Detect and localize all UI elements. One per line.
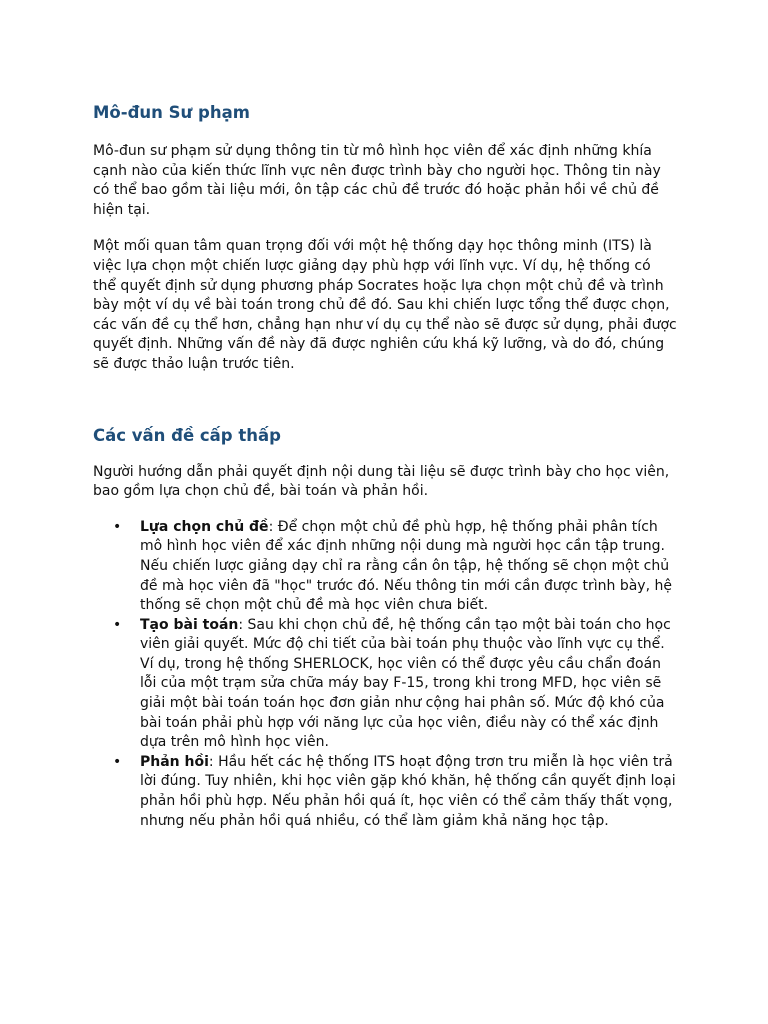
bullet-icon: •: [113, 753, 122, 770]
bullet-icon: •: [113, 518, 122, 535]
list-item-term: Phản hồi: [140, 753, 209, 770]
document-page: [93, 100, 678, 831]
list-item-text: : Hầu hết các hệ thống ITS hoạt động trơn tru miễn là học viên trả lời đúng. Tuy nhiên, khi học viên gặp khó khăn, hệ thống cần quyết định loại phản hồi phù hợp. Nếu phản hồi quá ít, học viên có thể cảm thấy thất vọng, nhưng nếu phản hồi quá nhiều, có thể làm giảm khả năng học tập.: [140, 753, 676, 829]
list-item: [93, 518, 678, 616]
bullet-icon: •: [113, 616, 122, 633]
section-heading-low-level-issues: Các vấn đề cấp thấp: [93, 425, 281, 445]
list-item-term: Tạo bài toán: [140, 616, 239, 633]
paragraph: Một mối quan tâm quan trọng đối với một hệ thống dạy học thông minh (ITS) là việc lựa chọn một chiến lược giảng dạy phù hợp với lĩnh vực. Ví dụ, hệ thống có thể quyết định sử dụng phương pháp Socrates hoặc lựa chọn một chủ đề và trình bày một ví dụ về bài toán trong chủ đề đó. Sau khi chiến lược tổng thể được chọn, các vấn đề cụ thể hơn, chẳng hạn như ví dụ cụ thể nào sẽ được sử dụng, phải được quyết định. Những vấn đề này đã được nghiên cứu khá kỹ lưỡng, và do đó, chúng sẽ được thảo luận trước tiên.: [93, 238, 677, 372]
paragraph: Người hướng dẫn phải quyết định nội dung tài liệu sẽ được trình bày cho học viên, bao gồm lựa chọn chủ đề, bài toán và phản hồi.: [93, 463, 670, 500]
list-item: [93, 753, 678, 831]
paragraph: Mô-đun sư phạm sử dụng thông tin từ mô hình học viên để xác định những khía cạnh nào của kiến thức lĩnh vực nên được trình bày cho người học. Thông tin này có thể bao gồm tài liệu mới, ôn tập các chủ đề trước đó hoặc phản hồi về chủ đề hiện tại.: [93, 143, 661, 218]
list-item-term: Lựa chọn chủ đề: [140, 518, 269, 535]
list-item-text: : Để chọn một chủ đề phù hợp, hệ thống phải phân tích mô hình học viên để xác định những nội dung mà người học cần tập trung. Nếu chiến lược giảng dạy chỉ ra rằng cần ôn tập, hệ thống sẽ chọn một chủ đề mà học viên đã "học" trước đó. Nếu thông tin mới cần được trình bày, hệ thống sẽ chọn một chủ đề mà học viên chưa biết.: [140, 518, 672, 614]
section-heading-pedagogy: Mô-đun Sư phạm: [93, 103, 250, 122]
bullet-list: [93, 518, 678, 832]
list-item-text: : Sau khi chọn chủ đề, hệ thống cần tạo một bài toán cho học viên giải quyết. Mức độ chi tiết của bài toán phụ thuộc vào lĩnh vực cụ thể. Ví dụ, trong hệ thống SHERLOCK, học viên có thể được yêu cầu chẩn đoán lỗi của một trạm sửa chữa máy bay F-15, trong khi trong MFD, học viên sẽ giải một bài toán toán học đơn giản như cộng hai phân số. Mức độ khó của bài toán phải phù hợp với năng lực của học viên, điều này có thể xác định dựa trên mô hình học viên.: [140, 616, 671, 751]
list-item: [93, 616, 678, 753]
